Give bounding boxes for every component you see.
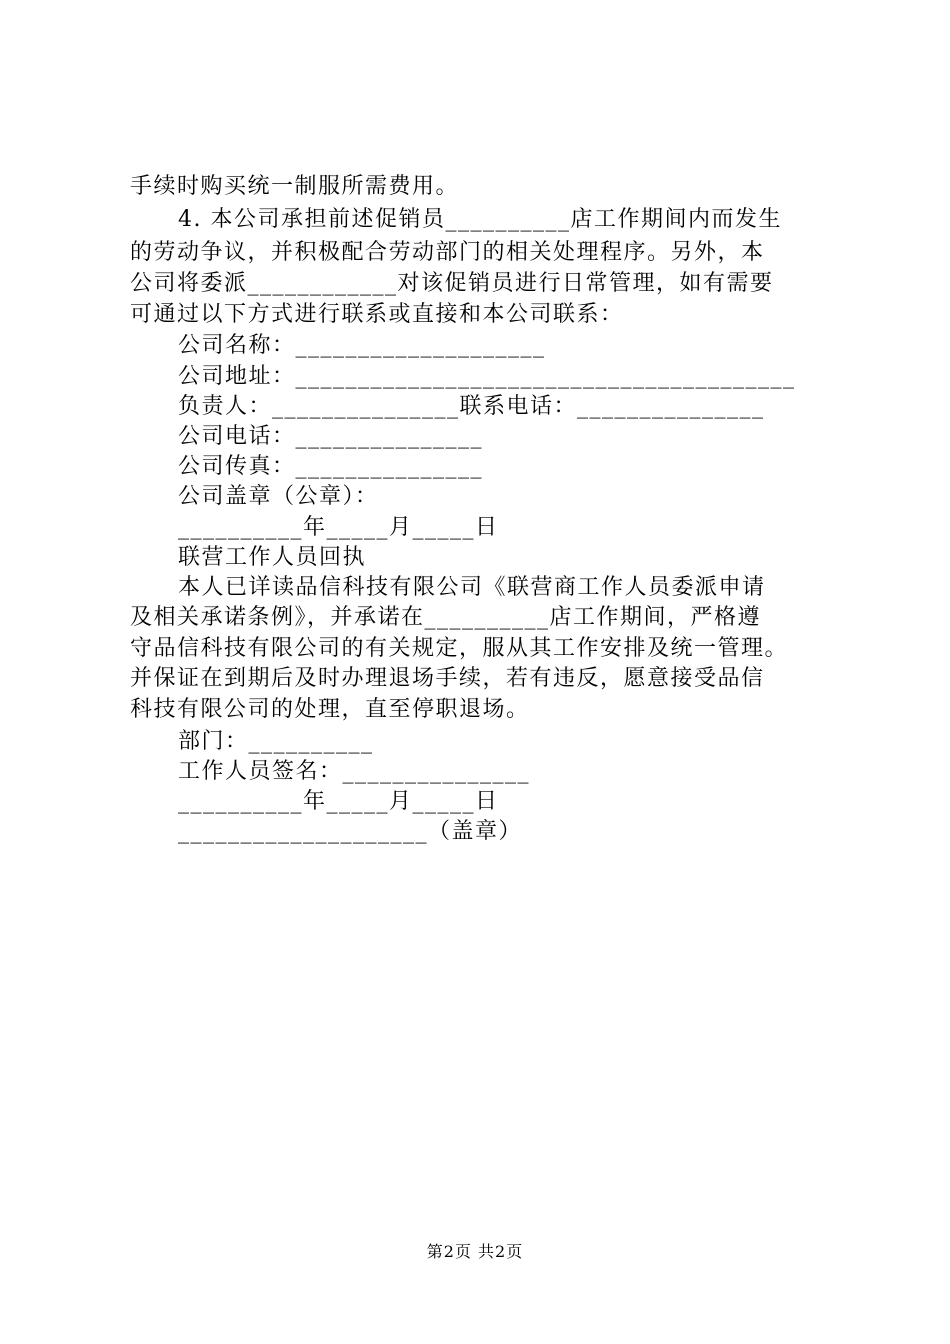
company-address-line: 公司地址：________________________________________ [178, 364, 796, 389]
page-footer: 第2页 共2页 [426, 1242, 524, 1261]
company-phone-line: 公司电话：_______________ [178, 424, 484, 449]
text-line-2: 4. 本公司承担前述促销员__________店工作期间内而发生 [178, 207, 782, 232]
seal-line: ____________________（盖章） [178, 819, 523, 844]
text-line-5: 可通过以下方式进行联系或直接和本公司联系： [130, 302, 624, 327]
responsible-person-line: 负责人：_______________联系电话：_______________ [178, 394, 765, 419]
company-name-line: 公司名称：____________________ [178, 333, 546, 358]
receipt-title: 联营工作人员回执 [178, 545, 367, 570]
text-line-4: 公司将委派____________对该促销员进行日常管理，如有需要 [130, 271, 774, 296]
date-line-1: __________年_____月_____日 [178, 515, 499, 540]
department-line: 部门：__________ [178, 729, 374, 754]
date-line-2: __________年_____月_____日 [178, 789, 499, 814]
text-line-17: 并保证在到期后及时办理退场手续，若有违反，愿意接受品信 [130, 666, 765, 691]
text-line-1: 手续时购买统一制服所需费用。 [130, 174, 460, 199]
text-line-3: 的劳动争议，并积极配合劳动部门的相关处理程序。另外，本 [130, 240, 765, 265]
company-fax-line: 公司传真：_______________ [178, 454, 484, 479]
company-seal-line: 公司盖章（公章）： [178, 484, 379, 509]
text-line-14: 本人已详读品信科技有限公司《联营商工作人员委派申请 [178, 575, 766, 600]
text-line-16: 守品信科技有限公司的有关规定，服从其工作安排及统一管理。 [130, 636, 789, 661]
text-line-18: 科技有限公司的处理，直至停职退场。 [130, 697, 530, 722]
text-line-15: 及相关承诺条例》，并承诺在__________店工作期间，严格遵 [130, 605, 762, 630]
staff-signature-line: 工作人员签名：_______________ [178, 759, 531, 784]
